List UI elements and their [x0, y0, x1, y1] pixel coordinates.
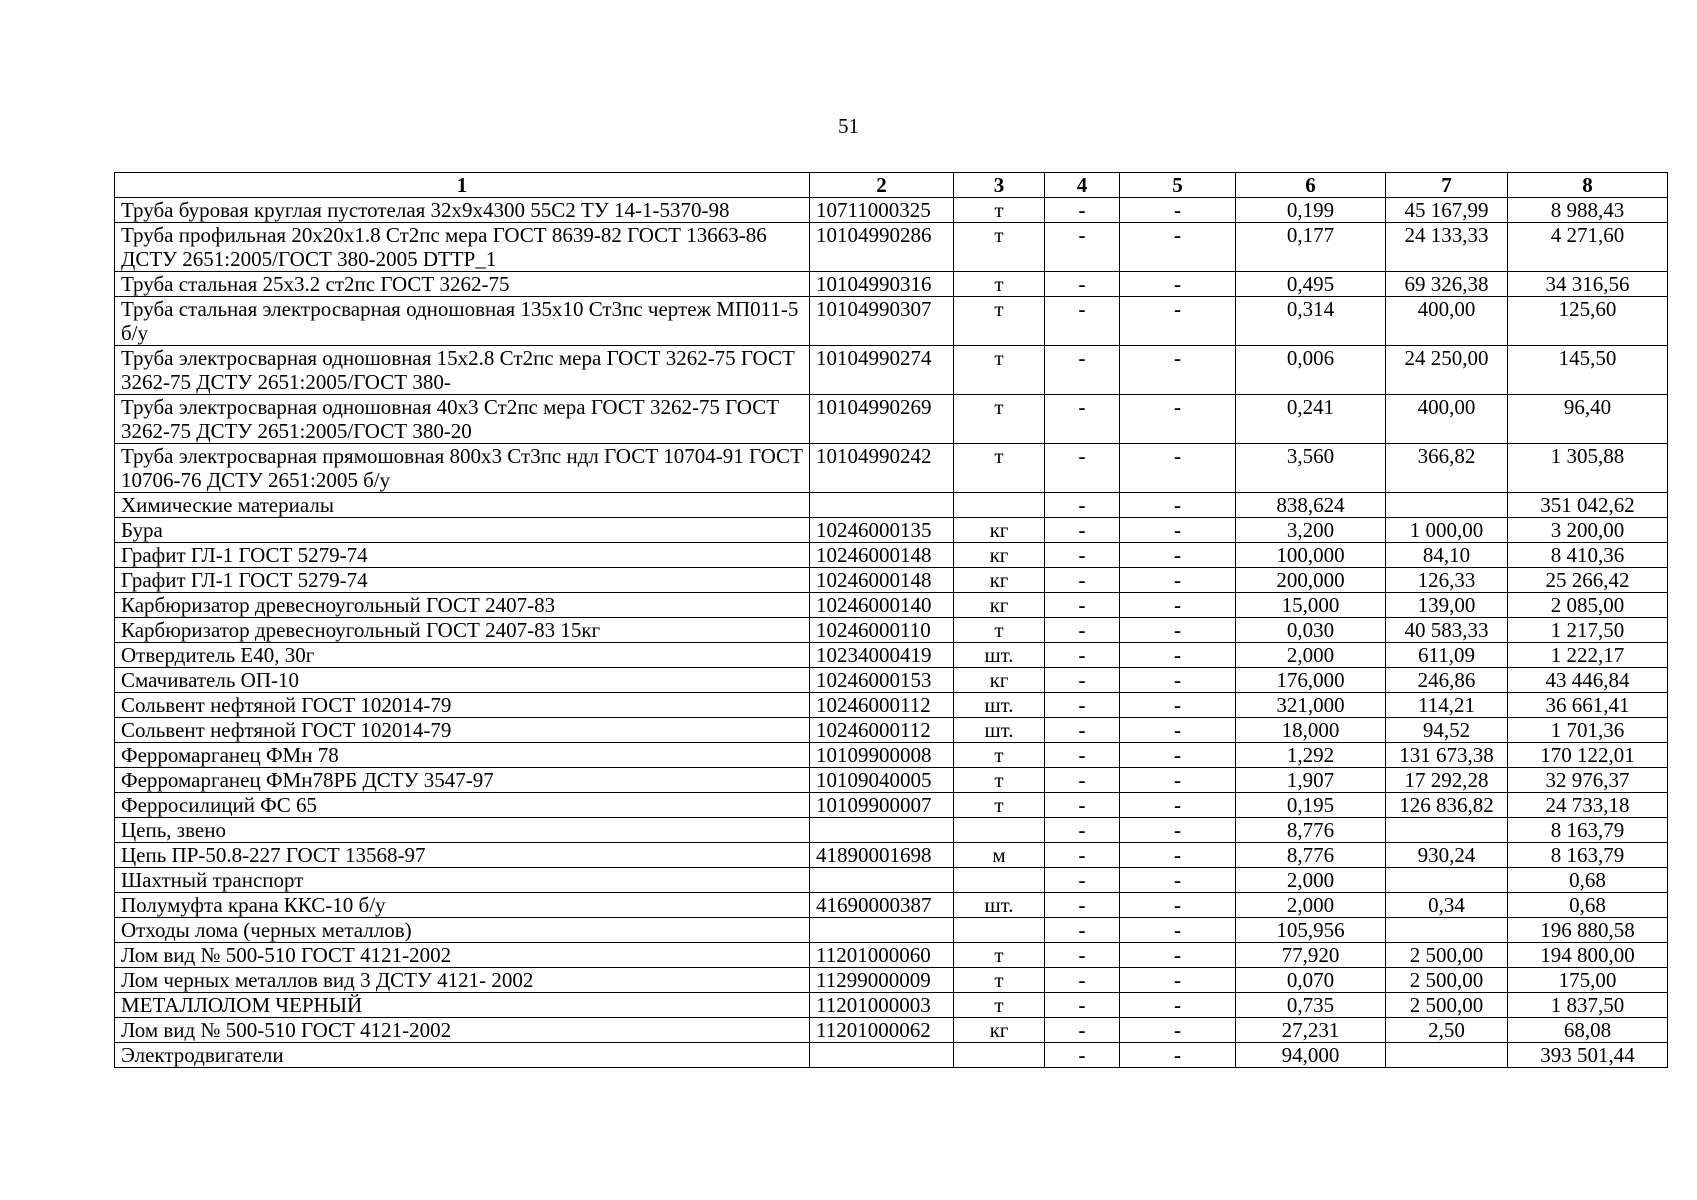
amount-cell: 1 837,50: [1508, 993, 1668, 1018]
item-name-cell: Труба электросварная одношовная 40х3 Ст2пс мера ГОСТ 3262-75 ГОСТ 3262-75 ДСТУ 2651:2005/ГОСТ 380-20: [115, 395, 810, 444]
item-code-cell: 11201000003: [810, 993, 954, 1018]
table-row: [115, 493, 1668, 518]
col5-cell: -: [1120, 1043, 1236, 1068]
quantity-cell: 18,000: [1236, 718, 1386, 743]
col5-cell: -: [1120, 743, 1236, 768]
col4-cell: -: [1045, 843, 1120, 868]
amount-cell: 351 042,62: [1508, 493, 1668, 518]
item-code-cell: 10109040005: [810, 768, 954, 793]
quantity-cell: 77,920: [1236, 943, 1386, 968]
unit-cell: шт.: [954, 718, 1045, 743]
price-cell: 611,09: [1386, 643, 1508, 668]
table-row: [115, 893, 1668, 918]
price-cell: [1386, 818, 1508, 843]
item-name-cell: Карбюризатор древесноугольный ГОСТ 2407-83: [115, 593, 810, 618]
quantity-cell: 94,000: [1236, 1043, 1386, 1068]
item-code-cell: 11201000060: [810, 943, 954, 968]
col4-cell: -: [1045, 693, 1120, 718]
quantity-cell: 2,000: [1236, 868, 1386, 893]
quantity-cell: 0,735: [1236, 993, 1386, 1018]
col4-cell: -: [1045, 993, 1120, 1018]
price-cell: [1386, 1043, 1508, 1068]
table-row: [115, 346, 1668, 395]
quantity-cell: 8,776: [1236, 843, 1386, 868]
table-row: [115, 395, 1668, 444]
column-header: 7: [1386, 173, 1508, 198]
item-code-cell: 10711000325: [810, 198, 954, 223]
unit-cell: т: [954, 297, 1045, 346]
price-cell: 94,52: [1386, 718, 1508, 743]
col4-cell: -: [1045, 1018, 1120, 1043]
unit-cell: шт.: [954, 893, 1045, 918]
column-header: 1: [115, 173, 810, 198]
quantity-cell: 2,000: [1236, 643, 1386, 668]
quantity-cell: 176,000: [1236, 668, 1386, 693]
quantity-cell: 8,776: [1236, 818, 1386, 843]
unit-cell: кг: [954, 543, 1045, 568]
table-header-row: [115, 173, 1668, 198]
amount-cell: 145,50: [1508, 346, 1668, 395]
unit-cell: т: [954, 793, 1045, 818]
item-name-cell: Отходы лома (черных металлов): [115, 918, 810, 943]
table-row: [115, 1043, 1668, 1068]
amount-cell: 43 446,84: [1508, 668, 1668, 693]
unit-cell: шт.: [954, 643, 1045, 668]
table-row: [115, 223, 1668, 272]
amount-cell: 125,60: [1508, 297, 1668, 346]
unit-cell: кг: [954, 1018, 1045, 1043]
col5-cell: -: [1120, 568, 1236, 593]
table-row: [115, 272, 1668, 297]
quantity-cell: 27,231: [1236, 1018, 1386, 1043]
quantity-cell: 0,495: [1236, 272, 1386, 297]
item-code-cell: 10109900007: [810, 793, 954, 818]
amount-cell: 175,00: [1508, 968, 1668, 993]
table-row: [115, 768, 1668, 793]
table-row: [115, 693, 1668, 718]
col4-cell: -: [1045, 593, 1120, 618]
amount-cell: 8 988,43: [1508, 198, 1668, 223]
quantity-cell: 0,006: [1236, 346, 1386, 395]
item-code-cell: 10246000140: [810, 593, 954, 618]
amount-cell: 170 122,01: [1508, 743, 1668, 768]
unit-cell: т: [954, 346, 1045, 395]
col5-cell: -: [1120, 918, 1236, 943]
item-code-cell: [810, 918, 954, 943]
col4-cell: -: [1045, 223, 1120, 272]
amount-cell: 8 163,79: [1508, 818, 1668, 843]
item-code-cell: 10104990307: [810, 297, 954, 346]
item-code-cell: 10234000419: [810, 643, 954, 668]
unit-cell: кг: [954, 593, 1045, 618]
col5-cell: -: [1120, 768, 1236, 793]
col4-cell: -: [1045, 718, 1120, 743]
item-name-cell: Химические материалы: [115, 493, 810, 518]
item-name-cell: Цепь, звено: [115, 818, 810, 843]
col5-cell: -: [1120, 223, 1236, 272]
item-name-cell: Лом вид № 500-510 ГОСТ 4121-2002: [115, 943, 810, 968]
quantity-cell: 200,000: [1236, 568, 1386, 593]
item-name-cell: Графит ГЛ-1 ГОСТ 5279-74: [115, 543, 810, 568]
unit-cell: кг: [954, 568, 1045, 593]
unit-cell: [954, 1043, 1045, 1068]
col4-cell: -: [1045, 297, 1120, 346]
item-name-cell: Труба электросварная одношовная 15х2.8 Ст2пс мера ГОСТ 3262-75 ГОСТ 3262-75 ДСТУ 2651:2005/ГОСТ 380-: [115, 346, 810, 395]
col5-cell: -: [1120, 593, 1236, 618]
item-name-cell: Бура: [115, 518, 810, 543]
quantity-cell: 0,199: [1236, 198, 1386, 223]
item-name-cell: Ферромарганец ФМн 78: [115, 743, 810, 768]
col5-cell: -: [1120, 943, 1236, 968]
col5-cell: -: [1120, 993, 1236, 1018]
quantity-cell: 105,956: [1236, 918, 1386, 943]
col4-cell: -: [1045, 743, 1120, 768]
quantity-cell: 1,292: [1236, 743, 1386, 768]
col5-cell: -: [1120, 643, 1236, 668]
item-name-cell: Труба электросварная прямошовная 800х3 Ст3пс ндл ГОСТ 10704-91 ГОСТ 10706-76 ДСТУ 2651:2005 б/у: [115, 444, 810, 493]
unit-cell: [954, 918, 1045, 943]
price-cell: 0,34: [1386, 893, 1508, 918]
col5-cell: -: [1120, 518, 1236, 543]
table-row: [115, 843, 1668, 868]
col5-cell: -: [1120, 618, 1236, 643]
item-code-cell: 10246000153: [810, 668, 954, 693]
price-cell: 126,33: [1386, 568, 1508, 593]
table-row: [115, 718, 1668, 743]
col5-cell: -: [1120, 693, 1236, 718]
table-row: [115, 668, 1668, 693]
item-code-cell: 10104990316: [810, 272, 954, 297]
unit-cell: [954, 818, 1045, 843]
table-row: [115, 1018, 1668, 1043]
quantity-cell: 0,177: [1236, 223, 1386, 272]
col4-cell: -: [1045, 395, 1120, 444]
unit-cell: т: [954, 943, 1045, 968]
quantity-cell: 321,000: [1236, 693, 1386, 718]
quantity-cell: 0,030: [1236, 618, 1386, 643]
item-code-cell: 10246000135: [810, 518, 954, 543]
col5-cell: -: [1120, 346, 1236, 395]
unit-cell: т: [954, 272, 1045, 297]
col4-cell: -: [1045, 643, 1120, 668]
item-code-cell: [810, 868, 954, 893]
price-cell: [1386, 868, 1508, 893]
item-code-cell: 41890001698: [810, 843, 954, 868]
unit-cell: кг: [954, 518, 1045, 543]
price-cell: 246,86: [1386, 668, 1508, 693]
price-cell: 2,50: [1386, 1018, 1508, 1043]
column-header: 8: [1508, 173, 1668, 198]
quantity-cell: 2,000: [1236, 893, 1386, 918]
item-code-cell: 10104990286: [810, 223, 954, 272]
item-code-cell: [810, 493, 954, 518]
item-code-cell: 10246000112: [810, 718, 954, 743]
amount-cell: 34 316,56: [1508, 272, 1668, 297]
col5-cell: -: [1120, 793, 1236, 818]
price-cell: 17 292,28: [1386, 768, 1508, 793]
amount-cell: 1 222,17: [1508, 643, 1668, 668]
col5-cell: -: [1120, 493, 1236, 518]
amount-cell: 3 200,00: [1508, 518, 1668, 543]
table-row: [115, 618, 1668, 643]
price-cell: 400,00: [1386, 395, 1508, 444]
data-table: [114, 172, 1668, 1068]
table-row: [115, 743, 1668, 768]
col4-cell: -: [1045, 543, 1120, 568]
item-name-cell: Труба профильная 20х20х1.8 Ст2пс мера ГОСТ 8639-82 ГОСТ 13663-86 ДСТУ 2651:2005/ГОСТ 380-2005 DTTP_1: [115, 223, 810, 272]
amount-cell: 2 085,00: [1508, 593, 1668, 618]
quantity-cell: 0,241: [1236, 395, 1386, 444]
unit-cell: м: [954, 843, 1045, 868]
unit-cell: т: [954, 993, 1045, 1018]
column-header: 3: [954, 173, 1045, 198]
item-name-cell: Лом вид № 500-510 ГОСТ 4121-2002: [115, 1018, 810, 1043]
item-name-cell: Сольвент нефтяной ГОСТ 102014-79: [115, 718, 810, 743]
col5-cell: -: [1120, 843, 1236, 868]
amount-cell: 393 501,44: [1508, 1043, 1668, 1068]
quantity-cell: 0,314: [1236, 297, 1386, 346]
item-code-cell: [810, 1043, 954, 1068]
price-cell: 131 673,38: [1386, 743, 1508, 768]
amount-cell: 24 733,18: [1508, 793, 1668, 818]
item-code-cell: 10104990274: [810, 346, 954, 395]
col4-cell: -: [1045, 868, 1120, 893]
col4-cell: -: [1045, 198, 1120, 223]
price-cell: 2 500,00: [1386, 993, 1508, 1018]
col5-cell: -: [1120, 1018, 1236, 1043]
item-code-cell: 10246000148: [810, 568, 954, 593]
col4-cell: -: [1045, 893, 1120, 918]
col5-cell: -: [1120, 818, 1236, 843]
table-row: [115, 968, 1668, 993]
quantity-cell: 0,195: [1236, 793, 1386, 818]
amount-cell: 1 305,88: [1508, 444, 1668, 493]
item-name-cell: Цепь ПР-50.8-227 ГОСТ 13568-97: [115, 843, 810, 868]
item-code-cell: [810, 818, 954, 843]
amount-cell: 96,40: [1508, 395, 1668, 444]
col4-cell: -: [1045, 618, 1120, 643]
item-name-cell: Лом черных металлов вид 3 ДСТУ 4121- 2002: [115, 968, 810, 993]
unit-cell: кг: [954, 668, 1045, 693]
unit-cell: т: [954, 198, 1045, 223]
table-row: [115, 943, 1668, 968]
price-cell: 114,21: [1386, 693, 1508, 718]
amount-cell: 25 266,42: [1508, 568, 1668, 593]
price-cell: 1 000,00: [1386, 518, 1508, 543]
table-row: [115, 643, 1668, 668]
item-name-cell: Ферросилиций ФС 65: [115, 793, 810, 818]
page-number: 51: [838, 114, 859, 138]
item-code-cell: 10104990269: [810, 395, 954, 444]
quantity-cell: 0,070: [1236, 968, 1386, 993]
unit-cell: т: [954, 768, 1045, 793]
col5-cell: -: [1120, 543, 1236, 568]
item-code-cell: 11201000062: [810, 1018, 954, 1043]
item-name-cell: Отвердитель Е40, 30г: [115, 643, 810, 668]
unit-cell: [954, 868, 1045, 893]
price-cell: 930,24: [1386, 843, 1508, 868]
col5-cell: -: [1120, 297, 1236, 346]
quantity-cell: 100,000: [1236, 543, 1386, 568]
col5-cell: -: [1120, 272, 1236, 297]
quantity-cell: 1,907: [1236, 768, 1386, 793]
table-row: [115, 198, 1668, 223]
item-name-cell: Шахтный транспорт: [115, 868, 810, 893]
price-cell: 400,00: [1386, 297, 1508, 346]
amount-cell: 1 217,50: [1508, 618, 1668, 643]
column-header: 2: [810, 173, 954, 198]
col4-cell: -: [1045, 818, 1120, 843]
column-header: 4: [1045, 173, 1120, 198]
item-code-cell: 10246000112: [810, 693, 954, 718]
price-cell: 366,82: [1386, 444, 1508, 493]
unit-cell: т: [954, 223, 1045, 272]
table-row: [115, 593, 1668, 618]
table-row: [115, 297, 1668, 346]
table-row: [115, 793, 1668, 818]
item-code-cell: 10246000148: [810, 543, 954, 568]
item-name-cell: Труба стальная электросварная одношовная 135х10 Ст3пс чертеж МП011-5 б/у: [115, 297, 810, 346]
col5-cell: -: [1120, 668, 1236, 693]
price-cell: 84,10: [1386, 543, 1508, 568]
amount-cell: 0,68: [1508, 893, 1668, 918]
item-name-cell: Сольвент нефтяной ГОСТ 102014-79: [115, 693, 810, 718]
amount-cell: 32 976,37: [1508, 768, 1668, 793]
amount-cell: 8 410,36: [1508, 543, 1668, 568]
table-row: [115, 868, 1668, 893]
price-cell: 69 326,38: [1386, 272, 1508, 297]
table-row: [115, 444, 1668, 493]
unit-cell: т: [954, 444, 1045, 493]
col4-cell: -: [1045, 1043, 1120, 1068]
column-header: 5: [1120, 173, 1236, 198]
unit-cell: т: [954, 968, 1045, 993]
table-body: [115, 198, 1668, 1068]
item-name-cell: Электродвигатели: [115, 1043, 810, 1068]
item-name-cell: Графит ГЛ-1 ГОСТ 5279-74: [115, 568, 810, 593]
item-code-cell: 41690000387: [810, 893, 954, 918]
col4-cell: -: [1045, 444, 1120, 493]
col5-cell: -: [1120, 968, 1236, 993]
price-cell: 126 836,82: [1386, 793, 1508, 818]
col5-cell: -: [1120, 893, 1236, 918]
item-name-cell: Ферромарганец ФМн78РБ ДСТУ 3547-97: [115, 768, 810, 793]
price-cell: [1386, 493, 1508, 518]
item-code-cell: 10104990242: [810, 444, 954, 493]
column-header: 6: [1236, 173, 1386, 198]
col4-cell: -: [1045, 943, 1120, 968]
quantity-cell: 3,200: [1236, 518, 1386, 543]
price-cell: 24 250,00: [1386, 346, 1508, 395]
col4-cell: -: [1045, 768, 1120, 793]
col4-cell: -: [1045, 346, 1120, 395]
col5-cell: -: [1120, 868, 1236, 893]
amount-cell: 36 661,41: [1508, 693, 1668, 718]
amount-cell: 194 800,00: [1508, 943, 1668, 968]
price-cell: 2 500,00: [1386, 943, 1508, 968]
amount-cell: 4 271,60: [1508, 223, 1668, 272]
table-row: [115, 818, 1668, 843]
item-code-cell: 10246000110: [810, 618, 954, 643]
unit-cell: т: [954, 395, 1045, 444]
price-cell: 45 167,99: [1386, 198, 1508, 223]
table-row: [115, 918, 1668, 943]
col4-cell: -: [1045, 918, 1120, 943]
amount-cell: 1 701,36: [1508, 718, 1668, 743]
col4-cell: -: [1045, 668, 1120, 693]
item-name-cell: МЕТАЛЛОЛОМ ЧЕРНЫЙ: [115, 993, 810, 1018]
item-name-cell: Труба буровая круглая пустотелая 32х9х4300 55С2 ТУ 14-1-5370-98: [115, 198, 810, 223]
unit-cell: [954, 493, 1045, 518]
col5-cell: -: [1120, 395, 1236, 444]
amount-cell: 68,08: [1508, 1018, 1668, 1043]
table-row: [115, 568, 1668, 593]
col5-cell: -: [1120, 444, 1236, 493]
table-row: [115, 543, 1668, 568]
quantity-cell: 15,000: [1236, 593, 1386, 618]
col4-cell: -: [1045, 272, 1120, 297]
col5-cell: -: [1120, 718, 1236, 743]
col4-cell: -: [1045, 793, 1120, 818]
col4-cell: -: [1045, 568, 1120, 593]
price-cell: 139,00: [1386, 593, 1508, 618]
unit-cell: шт.: [954, 693, 1045, 718]
price-cell: [1386, 918, 1508, 943]
amount-cell: 196 880,58: [1508, 918, 1668, 943]
unit-cell: т: [954, 618, 1045, 643]
col4-cell: -: [1045, 968, 1120, 993]
item-code-cell: 10109900008: [810, 743, 954, 768]
item-name-cell: Смачиватель ОП-10: [115, 668, 810, 693]
col5-cell: -: [1120, 198, 1236, 223]
price-cell: 2 500,00: [1386, 968, 1508, 993]
col4-cell: -: [1045, 493, 1120, 518]
item-name-cell: Полумуфта крана ККС-10 б/у: [115, 893, 810, 918]
col4-cell: -: [1045, 518, 1120, 543]
quantity-cell: 838,624: [1236, 493, 1386, 518]
price-cell: 40 583,33: [1386, 618, 1508, 643]
item-name-cell: Карбюризатор древесноугольный ГОСТ 2407-83 15кг: [115, 618, 810, 643]
item-code-cell: 11299000009: [810, 968, 954, 993]
amount-cell: 8 163,79: [1508, 843, 1668, 868]
item-name-cell: Труба стальная 25х3.2 ст2пс ГОСТ 3262-75: [115, 272, 810, 297]
quantity-cell: 3,560: [1236, 444, 1386, 493]
amount-cell: 0,68: [1508, 868, 1668, 893]
unit-cell: т: [954, 743, 1045, 768]
table-row: [115, 518, 1668, 543]
price-cell: 24 133,33: [1386, 223, 1508, 272]
table-row: [115, 993, 1668, 1018]
